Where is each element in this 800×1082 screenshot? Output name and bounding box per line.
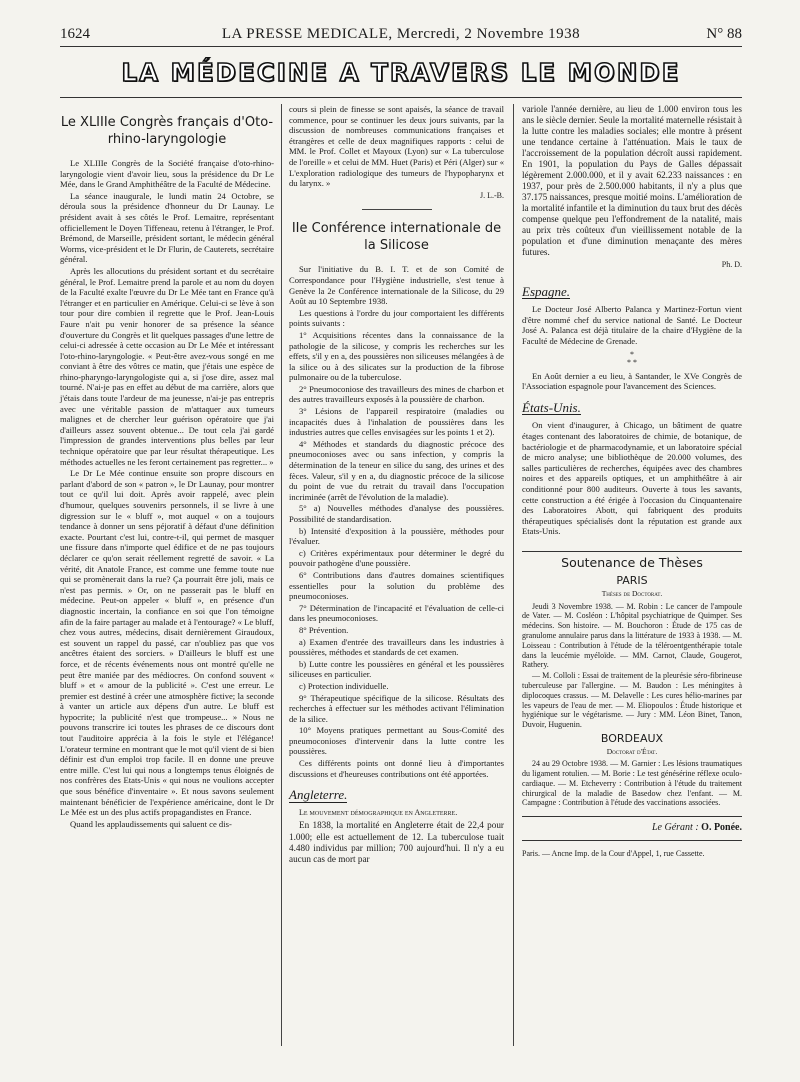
theses-list: Jeudi 3 Novembre 1938. — M. Robin : Le cancer de l'ampoule de Vater. — M. Cosléon : L'hôpital psychiatrique de Quimper. Ses médecins. Son histoire. — M. Bouchoron : Étude de 175 cas de granulome annulaire parus dans la littérature de 1933 à 1938. — M. Loisseau : Contribution à l'étude de la téléroentgenthérapie totale dans la leucémie myéloïde. — MM. Carnot, Claude, Gougerot, Rathery.	[522, 601, 742, 670]
paragraph: b) Intensité d'exposition à la poussière, méthodes pour l'évaluer.	[289, 525, 504, 547]
paragraph: a) Examen d'entrée des travailleurs dans les industries à poussières, méthodes et standards de cet examen.	[289, 636, 504, 658]
paragraph: b) Lutte contre les poussières en général et les poussières siliceuses en particulier.	[289, 658, 504, 680]
theses-title: Soutenance de Thèses	[561, 554, 703, 570]
paragraph: Le Docteur José Alberto Palanca y Martinez-Fortun vient d'être nommé chef du service national de Santé. Le Docteur José A. Palanca est déjà titulaire de la chaire d'Hygiène de la Faculté de Médecine de Grenade.	[522, 304, 742, 346]
asterism-top: *	[630, 349, 634, 359]
paragraph: 7° Détermination de l'incapacité et l'évaluation de celle-ci dans les pneumoconioses.	[289, 602, 504, 624]
subheading: Le mouvement démographique en Angleterre.	[299, 807, 458, 817]
gerant-name: O. Ponée.	[701, 822, 742, 834]
paragraph: En 1838, la mortalité en Angleterre était de 22,4 pour 1.000; elle est actuellement de 12. La tuberculose tuait 4.480 individus par million; 700 aujourd'hui. Il n'y a eu aucun cas de mort par	[289, 820, 504, 865]
paragraph: En Août dernier a eu lieu, à Santander, le XVe Congrès de l'Association espagnole pour l'avancement des Sciences.	[522, 370, 742, 392]
article-title: IIe Conférence internationale de la Silicose	[291, 221, 502, 254]
asterism	[522, 351, 742, 367]
paragraph: Le Dr Le Mée continue ensuite son propre discours en parlant d'abord de son « patron », le Dr Launay, pour montrer tout ce qu'il lui doit. Après avoir rappelé, avec plein d'humour, quelques souvenirs personnels, il se livre à une digression sur le « bluff », mot auquel « on a toujours tendance à donner un sens péjoratif à défaut d'une définition exacte. Pourtant c'est lui, contre-t-il, qui permet de masquer une fissure dans n'importe quel édifice et de ne pas toujours déclarer ce qu'on serait réellement regretté de savoir. « La vérité, dit Anatole France, est comme une femme toute nue qui se promènerait dans la rue? Ça pourrait être joli, mais ce n'est pas permis. » Or, on ne passerait pas le bluff en médecine. Peut-on appeler « bluff », en présence d'un diagnostic incertain, la confiance en soi que l'on témoigne afin de la faire partager au malade et à l'entourage? « Le bluff, chez vous autres, médecins, disait dernièrement Giraudoux, est souvent un rappel du passé, car n'oubliez pas que vos ancêtres étaient des sorciers. » D'ailleurs le bluff est une force, et de récents événements nous ont montré qu'elle ne peut être maniée par des médiocres. On confond souvent « bluff » et « amour de la publicité ». C'est une erreur. Le premier est destiné à créer une atmosphère fictive; la seconde à vanter un article aux dépens d'un autre. Le bluff est hypocrite; la publicité n'est que trompeuse... » Nous ne pouvons transcrire ici toutes les phrases de ce discours dont tout l'auditoire apprécia à la fois le style et l'élégance! L'orateur termine en montrant que le mot qu'il vient de si bien définir est d'un emploi trop facile. Il en donne une preuve entre mille. C'est lui qui nous a longtemps tenus éloignés de nos confrères des Etats-Unis « qui nous ne voulions accepter que sous bénéfice d'inventaire ». Et nous savons seulement maintenant bénéficier de l'expérience américaine, dont le Dr Le Mée est un des plus actifs propagandistes en France.	[60, 468, 274, 818]
subheading: Doctorat d'État.	[606, 746, 658, 756]
theses-list: 24 au 29 Octobre 1938. — M. Garnier : Les lésions traumatiques du ligament rotulien. — M. Borie : Le test génésérine réflexe oculo-cardiaque. — M. Etcheverry : Contribution à l'étude du traitement chirurgical de la maladie de Basedow chez l'enfant. — M. Campagne : Contribution à l'étude des vaccinations associées.	[522, 759, 742, 808]
section-banner: LA MÉDECINE A TRAVERS LE MONDE	[121, 58, 681, 87]
paragraph: Les questions à l'ordre du jour comportaient les différents points suivants :	[289, 307, 504, 329]
paragraph: cours si plein de finesse se sont apaisés, la séance de travail commence, pour se continuer les deux jours suivants, par la discussion de nombreuses communications françaises et étrangères et celle de deux magnifiques rapports : celui de MM. le Prof. Collet et Mayoux (Lyon) sur « La tuberculose de l'oreille » et celui de MM. Huet (Paris) et Péri (Alger) sur « L'exploration radiologique des tumeurs de l'hypopharynx et du larynx. »	[289, 104, 504, 189]
section-heading: Angleterre.	[289, 787, 348, 803]
gerant-label: Le Gérant :	[652, 822, 699, 834]
journal-title: LA PRESSE MEDICALE, Mercredi, 2 Novembre 1938	[221, 26, 581, 42]
theses-list: — M. Colloli : Essai de traitement de la pleurésie séro-fibrineuse tuberculeuse par l'allergine. — M. Baudon : Les méningites à diplocoques crassus. — M. Delavelle : Les cures hélio-marines par les vapeurs de l'eau de mer. — M. Eliopoulos : Étude historique et hygiénique sur le végétarisme. — Jury : MM. Léon Binet, Tanon, Duvoir, Huguenin.	[522, 671, 742, 730]
column-divider	[281, 104, 282, 1046]
paragraph: Après les allocutions du président sortant et du secrétaire général, le Prof. Lemaitre prend la parole et au nom du doyen de la Faculté exalte l'œuvre du Dr Le Mée tant en France qu'à l'étranger et en particulier en Amérique. Celui-ci se lève à son tour pour dire combien il regrette que le Prof. Jean-Louis Faure n'ait pu venir honorer de sa présence la séance d'ouverture du Congrès et lit quelques passages d'une lettre de celui-ci adressée à cette occasion au Dr Le Mée et intéressant l'oto-rhino-laryngologie. « Peut-être avez-vous songé en me conviant à être des vôtres ce matin, que j'étais une espèce de rhino-pharyngo-laryngologiste qui a, si j'ose dire, assez mal tourné. N'ai-je pas en effet au début de ma carrière, alors que j'étais dans toute l'ardeur de ma jeunesse, n'ai-je pas entrepris avec une véritable passion de m'attaquer aux tumeurs malignes et de chercher leur guérison opératoire que j'ai d'ailleurs assez souvent obtenue... De tout cela j'ai gardé l'impression de grandes interventions plus belles par leur technique opératoire que par leur résultat thérapeutique. Les méthodes actuelles ne les feront certainement pas regretter... »	[60, 265, 274, 467]
city-heading: PARIS	[616, 574, 648, 588]
section-heading: États-Unis.	[522, 399, 581, 415]
asterism-bottom: * *	[627, 357, 637, 367]
imprint: Paris. — Ancne Imp. de la Cour d'Appel, 1, rue Cassette.	[522, 848, 705, 858]
paragraph: 9° Thérapeutique spécifique de la silicose. Résultats des recherches à effectuer sur les méthodes activant l'élimination de la silice.	[289, 692, 504, 724]
gerant-line	[522, 823, 742, 834]
signature: Ph. D.	[721, 260, 742, 269]
column-middle	[289, 104, 504, 866]
paragraph: 4° Méthodes et standards du diagnostic précoce des pneumoconioses avec ou sans infection, y compris la détermination de la teneur en silice du sang, des urines et des fèces. Valeur, s'il y en a, du diagnostic précoce de la silicose du point de vue du retrait du travail dans l'occupation incriminée (arrêt de l'évolution de la maladie).	[289, 438, 504, 502]
signature: J. L.-B.	[480, 190, 504, 200]
header-rule	[60, 46, 742, 47]
column-right	[522, 104, 742, 860]
paragraph: 6° Contributions dans d'autres domaines scientifiques essentielles pour la solution du problème des pneumoconioses.	[289, 569, 504, 602]
paragraph: Quand les applaudissements qui saluent ce dis-	[70, 818, 232, 829]
paragraph: Sur l'initiative du B. I. T. et de son Comité de Correspondance pour l'Hygiène industrielle, s'est tenue à Genève la 2e Conférence internationale de la Silicose, du 29 Août au 10 Septembre 1938.	[289, 264, 504, 307]
article-title: Le XLIIIe Congrès français d'Oto-rhino-laryngologie	[60, 115, 274, 147]
section-heading: Espagne.	[522, 283, 571, 299]
column-divider	[513, 104, 514, 1046]
paragraph: 8° Prévention.	[299, 624, 349, 635]
paragraph: 3° Lésions de l'appareil respiratoire (maladies ou incapacités dues à l'inhalation de poussières dans les industries autres que celles envisagées sur les points 1 et 2).	[289, 406, 504, 438]
paragraph: La séance inaugurale, le lundi matin 24 Octobre, se déroula sous la présidence d'honneur du Dr Launay. Le président avait à ses côtés le Prof. Lemaitre, représentant officiellement le Doyen Tiffeneau, retenu à l'étranger, le Prof. Brémond, de Marseille, président sortant, le médecin général Worms, vice-président et le Dr Flurin, de Cauterets, secrétaire général.	[60, 190, 274, 265]
divider	[522, 816, 742, 817]
paragraph: c) Critères expérimentaux pour déterminer le degré du pouvoir pathogène d'une poussière.	[289, 547, 504, 569]
city-heading: BORDEAUX	[600, 732, 664, 746]
divider	[522, 551, 742, 552]
paragraph: 2° Pneumoconiose des travailleurs des mines de charbon et des autres travailleurs exposés à la poussière de charbon.	[289, 383, 504, 405]
banner-rule	[60, 97, 742, 98]
paragraph: 5° a) Nouvelles méthodes d'analyse des poussières. Possibilité de standardisation.	[289, 503, 504, 524]
page-number: 1624	[60, 26, 90, 42]
page-header	[60, 26, 742, 46]
paragraph: 1° Acquisitions récentes dans la connaissance de la pathologie de la silicose, y compris les recherches sur les effets, s'il y en a, des poussières non siliceuses mélangées à de la silice ou à des silicates sur la production de la fibrose pulmonaire ou de la tuberculose.	[289, 329, 504, 383]
divider	[522, 840, 742, 841]
column-left	[60, 104, 274, 830]
paragraph: On vient d'inaugurer, à Chicago, un bâtiment de quatre étages contenant des laboratoires de chimie, de botanique, de bactériologie et de pharmacodynamie, et un laboratoire spécial de micro analyse; une bibliothèque de 20.000 volumes, des salles particulières de recherches, équipées avec des chambres noires et des appareils optiques, et un amphithéâtre à air conditionné pour 800 auditeurs. Ouverte à tous les savants, cette construction a été érigée à l'occasion du Cinquantenaire des Laboratoires Abott, qui fabriquent des produits thérapeutiques spécialisés dont la réputation est grande aux Etats-Unis.	[522, 420, 742, 537]
subheading: Thèses de Doctorat.	[601, 589, 663, 599]
paragraph: Le XLIIIe Congrès de la Société française d'oto-rhino-laryngologie vient d'avoir lieu, sous la présidence du Dr Le Mée, dans le Grand Amphithéâtre de la Faculté de Médecine.	[60, 158, 274, 190]
divider	[362, 209, 432, 210]
paragraph: Ces différents points ont donné lieu à d'importantes discussions et d'heureuses contributions ont été apportées.	[289, 758, 504, 779]
paragraph: c) Protection individuelle.	[299, 680, 389, 691]
issue-number: N° 88	[706, 26, 742, 42]
paragraph: variole l'année dernière, au lieu de 1.000 environ tous les ans le siècle dernier. Seule la mortalité maternelle résistait à la lutte contre les maladies sociales; elle montre à présent une tendance certaine à l'atténuation. Mais le taux de l'accroissement de la population décroît aussi rapidement. En 1901, la population du Pays de Galles dépassait légèrement 2.000.000, et il y avait 62.233 naissances : en 1937, pour près de 2.500.000 habitants, il n'y a plus que 37.175 naissances, presque moitié moins. L'amélioration de la mortalité infantile et la diminution du taux brut des décès compense quelque peu l'effondrement de la natalité, mais au prix très coûteux d'un vieillissement notable de la population et d'une diminution menaçante des mères futures.	[522, 104, 742, 257]
paragraph: 10° Moyens pratiques permettant au Sous-Comité des pneumoconioses d'intervenir dans la lutte contre les poussières.	[289, 725, 504, 757]
